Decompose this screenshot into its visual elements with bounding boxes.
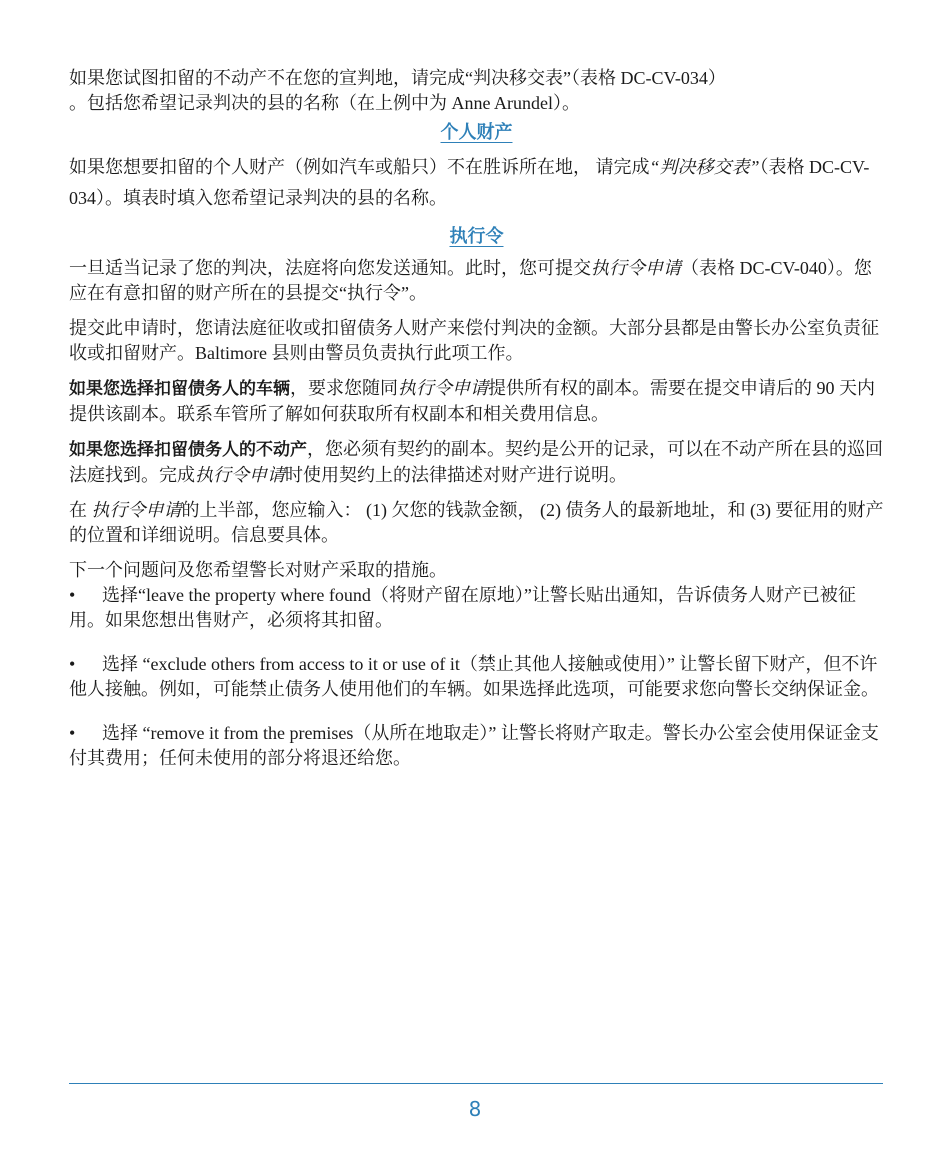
writ-paragraph-vehicle [69,376,884,427]
page-number: 8 [468,1097,482,1121]
writ-paragraph-2: 提交此申请时，您请法庭征收或扣留债务人财产来偿付判决的金额。大部分县都是由警长办公室负责征收或扣留财产。Baltimore 县则由警员负责执行此项工作。 [69,318,879,363]
bullet-text: 选择 “remove it from the premises（从所在地取走）” 让警长将财产取走。警长办公室会使用保证金支付其费用；任何未使用的部分将退还给您。 [69,723,879,768]
personal-property-paragraph [69,152,884,214]
writ-paragraph-1 [69,256,884,306]
real-property-text-b: 时使用契约上的法律描述对财产进行说明。 [285,465,627,485]
page-content [69,66,884,771]
personal-text-a: 如果您想要扣留的个人财产（例如汽车或船只）不在胜诉所在地， 请完成 [69,157,650,177]
list-item [69,652,884,702]
real-property-writ-name: 执行令申请 [195,465,285,485]
writ-paragraph-real-property [69,437,884,488]
writ-application-name: 执行令申请 [591,258,681,278]
list-item [69,583,884,633]
vehicle-text-a: ，要求您随同 [290,378,398,398]
footer-divider [69,1083,883,1084]
intro-line-1: 如果您试图扣留的不动产不在您的宣判地，请完成“判决移交表”（表格 DC-CV-034） [69,68,726,88]
intro-paragraph [69,66,884,116]
writ-p1-b: （表格 DC-CV-040）。您应在有意扣留的财产所在的县提交“执行令”。 [69,258,872,303]
intro-line-2: 。包括您希望记录判决的县的名称（在上例中为 Anne Arundel）。 [69,93,580,113]
vehicle-text-b: 提供所有权的副本。需要在提交申请后的 90 天内提供该副本。联系车管所了解如何获取所有权副本和相关费用信息。 [69,378,875,424]
entries-text-a: 在 [69,500,92,520]
writ-p1-a: 一旦适当记录了您的判决，法庭将向您发送通知。此时，您可提交 [69,258,591,278]
transfer-form-name: “判决移交表” [649,157,760,177]
real-property-lead: 如果您选择扣留债务人的不动产 [69,440,307,460]
bullet-text: 选择“leave the property where found（将财产留在原地）”让警长贴出通知，告诉债务人财产已被征用。如果您想出售财产，必须将其扣留。 [69,585,856,630]
heading-personal-property-text: 个人财产 [440,122,513,143]
personal-text-b: （表格 DC-CV-034）。填表时填入您希望记录判决的县的名称。 [69,157,870,208]
vehicle-writ-name: 执行令申请 [398,378,488,398]
heading-writ-text: 执行令 [449,226,504,247]
heading-personal-property [69,120,884,145]
writ-paragraph-question: 下一个问题问及您希望警长对财产采取的措施。 [69,560,447,580]
bullet-icon: • [69,585,76,605]
entries-text-b: 的上半部，您应输入： (1) 欠您的钱款金额， (2) 债务人的最新地址，和 (3) 要征用的财产的位置和详细说明。信息要具体。 [69,500,884,545]
writ-paragraph-entries [69,498,884,548]
bullet-icon: • [69,654,76,674]
vehicle-lead: 如果您选择扣留债务人的车辆 [69,379,290,399]
bullet-text: 选择 “exclude others from access to it or use of it（禁止其他人接触或使用）” 让警长留下财产，但不许他人接触。例如，可能禁止债务人使用他们的车辆。如果选择此选项，可能要求您向警长交纳保证金。 [69,654,879,699]
bullet-icon: • [69,723,76,743]
heading-writ [69,224,884,249]
list-item [69,721,884,771]
real-property-text-a: ，您必须有契约的副本。契约是公开的记录，可以在不动产所在县的巡回法庭找到。完成 [69,439,883,485]
entries-writ-name: 执行令申请 [91,500,182,520]
